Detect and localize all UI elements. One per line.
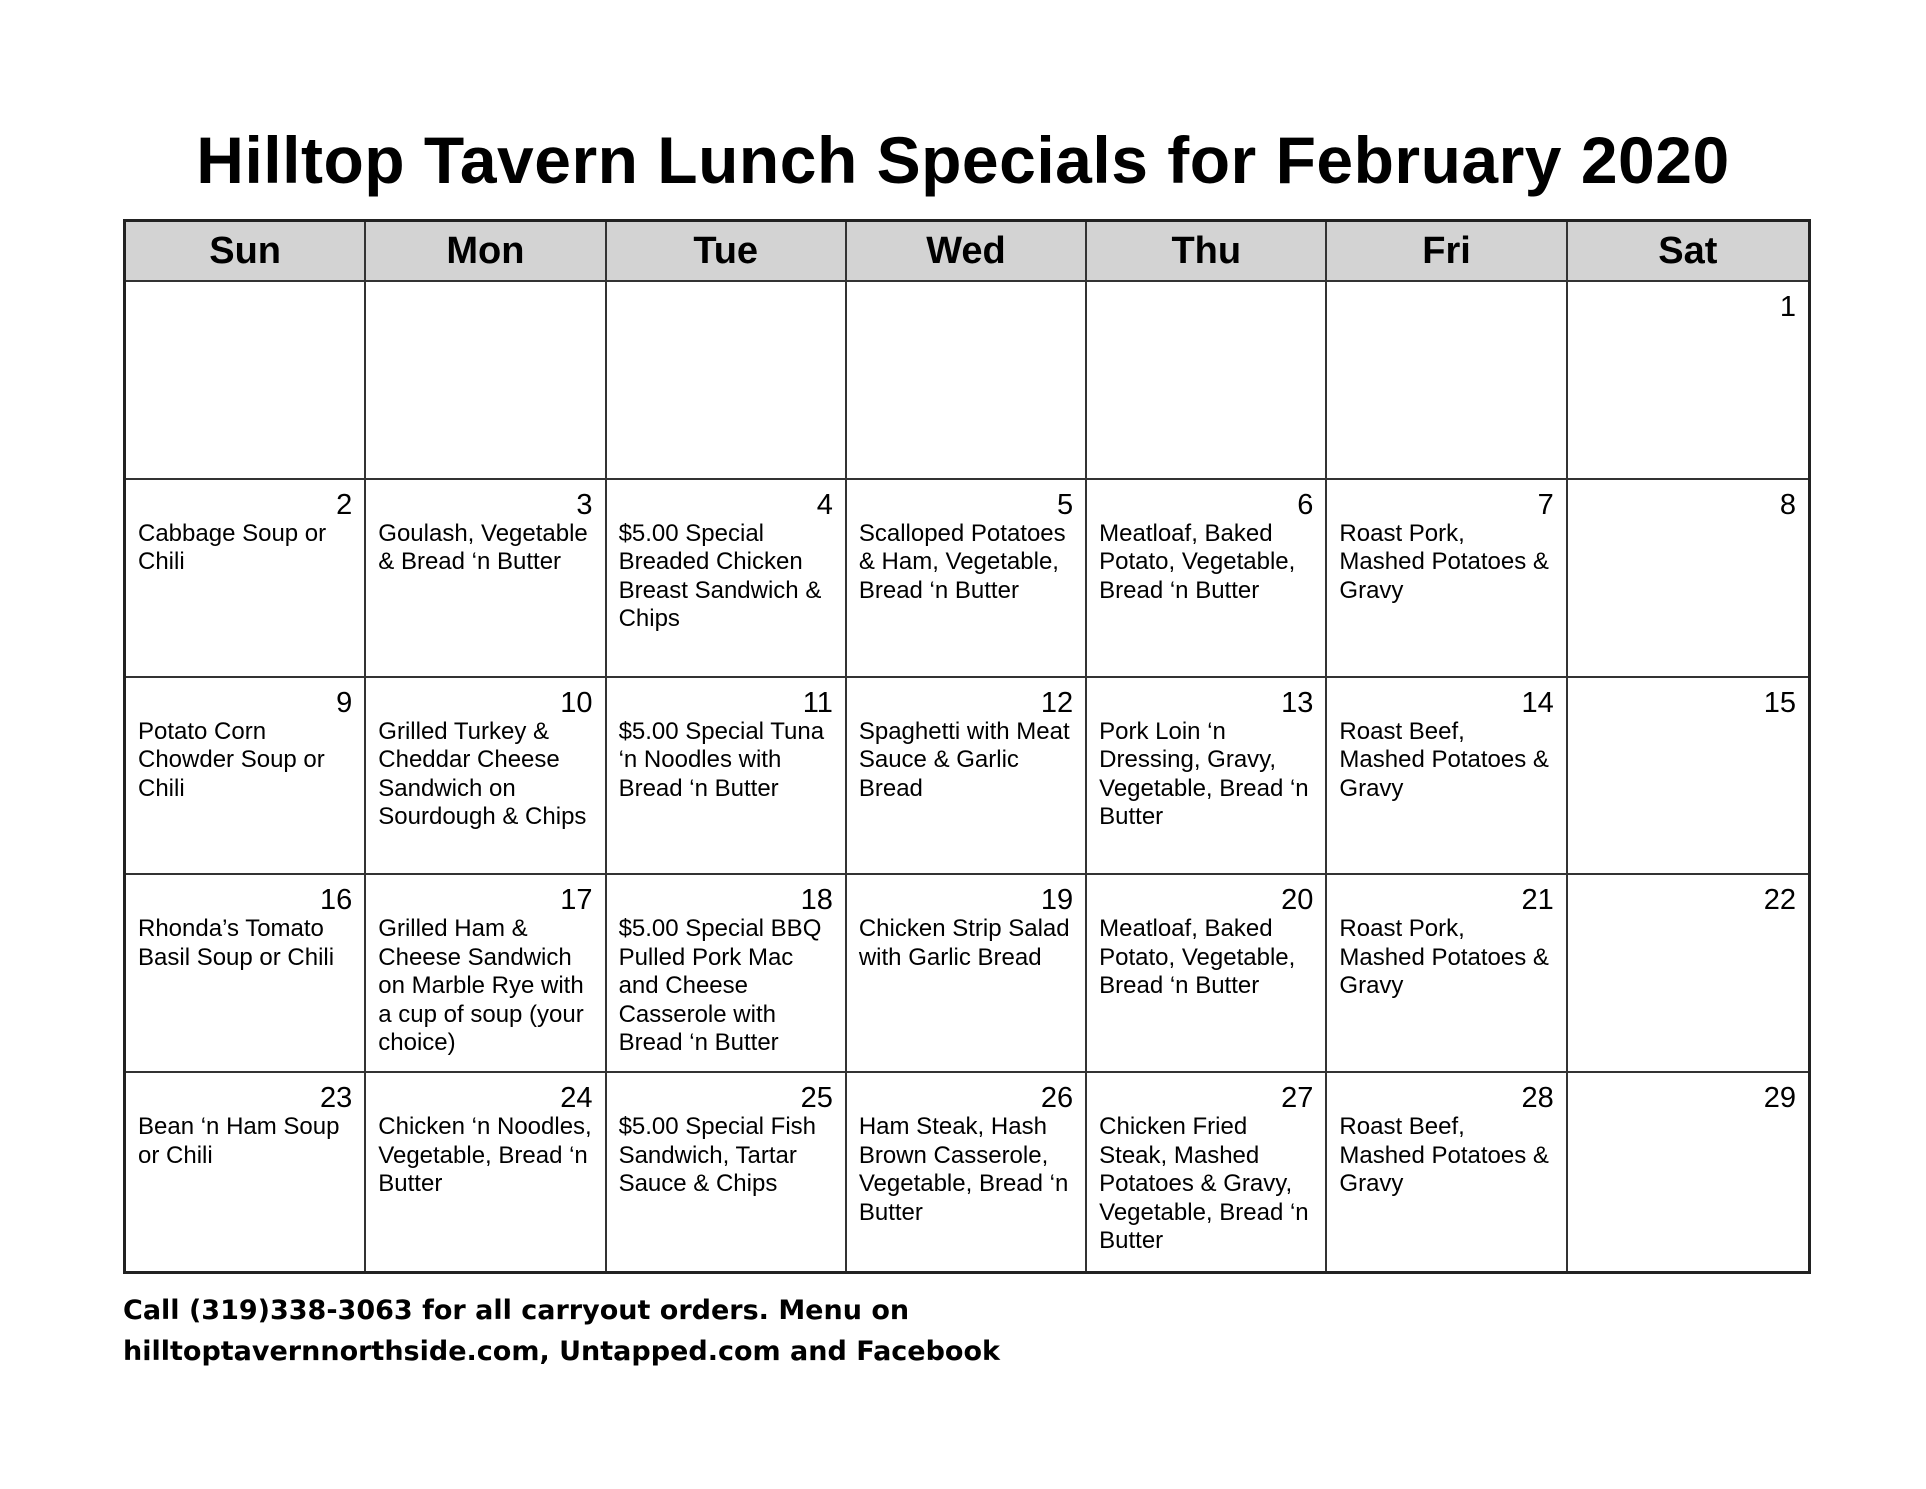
day-number: 7	[1537, 488, 1554, 521]
calendar-day-cell	[847, 1073, 1087, 1271]
lunch-special: $5.00 Special Fish Sandwich, Tartar Sauce & Chips	[618, 1113, 817, 1198]
calendar-day-cell	[1327, 875, 1567, 1073]
lunch-special: Potato Corn Chowder Soup or Chili	[138, 717, 325, 802]
day-number	[378, 292, 592, 322]
lunch-special: Chicken Strip Salad with Garlic Bread	[858, 915, 1070, 971]
day-number: 5	[1057, 488, 1074, 521]
footer-line-2: hilltoptavernnorthside.com, Untapped.com and Facebook	[123, 1336, 1000, 1367]
calendar-day-cell	[126, 678, 366, 876]
day-number: 24	[560, 1082, 593, 1115]
lunch-special: Goulash, Vegetable & Bread ‘n Butter	[378, 519, 588, 576]
lunch-special: Ham Steak, Hash Brown Casserole, Vegetable, Bread ‘n Butter	[858, 1113, 1069, 1226]
calendar-day-cell	[1087, 282, 1327, 480]
lunch-special: Grilled Ham & Cheese Sandwich on Marble Rye with a cup of soup (your choice)	[378, 915, 584, 1057]
footer-line-1: Call (319)338-3063 for all carryout orders. Menu on	[123, 1295, 910, 1326]
calendar-day-cell	[1568, 480, 1808, 678]
calendar-day-cell	[1087, 875, 1327, 1073]
calendar-day-cell	[1568, 282, 1808, 480]
day-number: 1	[1779, 291, 1796, 323]
calendar-day-cell	[1087, 678, 1327, 876]
calendar-day-cell	[607, 875, 847, 1073]
lunch-special: Grilled Turkey & Cheddar Cheese Sandwich on Sourdough & Chips	[378, 717, 587, 831]
day-number	[619, 292, 833, 322]
calendar-day-cell	[607, 282, 847, 480]
day-number: 2	[336, 488, 353, 521]
calendar-day-cell	[366, 480, 606, 678]
lunch-special: $5.00 Special Breaded Chicken Breast Sandwich & Chips	[618, 519, 822, 633]
lunch-special: Roast Pork, Mashed Potatoes & Gravy	[1339, 915, 1549, 1000]
day-number: 14	[1521, 686, 1554, 719]
day-number: 16	[320, 884, 353, 917]
calendar-day-cell	[366, 678, 606, 876]
day-number: 23	[320, 1082, 353, 1115]
calendar-day-cell	[1327, 678, 1567, 876]
day-number: 20	[1281, 884, 1314, 917]
calendar-day-cell	[366, 1073, 606, 1271]
day-number: 15	[1763, 686, 1796, 719]
calendar-grid	[123, 219, 1811, 1274]
day-number: 12	[1040, 686, 1074, 719]
day-number: 29	[1763, 1082, 1796, 1115]
day-number: 11	[802, 686, 833, 719]
lunch-special: Bean ‘n Ham Soup or Chili	[138, 1113, 340, 1169]
day-number: 19	[1040, 884, 1074, 917]
weekday-header-sun: Sun	[126, 222, 366, 282]
lunch-special: Roast Beef, Mashed Potatoes & Gravy	[1339, 717, 1549, 802]
calendar-day-cell	[126, 282, 366, 480]
calendar-day-cell	[847, 678, 1087, 876]
calendar-day-cell	[1327, 1073, 1567, 1271]
day-number	[138, 292, 352, 322]
calendar-day-cell	[607, 678, 847, 876]
day-number: 3	[576, 488, 593, 521]
lunch-special: Roast Beef, Mashed Potatoes & Gravy	[1339, 1113, 1549, 1198]
day-number: 18	[800, 884, 833, 917]
day-number: 21	[1521, 884, 1554, 917]
day-number: 17	[560, 884, 593, 917]
lunch-special: Chicken Fried Steak, Mashed Potatoes & Gravy, Vegetable, Bread ‘n Butter	[1099, 1113, 1309, 1255]
calendar-day-cell	[1568, 1073, 1808, 1271]
day-number: 9	[336, 686, 353, 719]
calendar-day-cell	[126, 1073, 366, 1271]
weekday-header-thu: Thu	[1087, 222, 1327, 282]
day-number	[1099, 292, 1313, 322]
calendar-day-cell	[126, 875, 366, 1073]
weekday-header-wed: Wed	[847, 222, 1087, 282]
lunch-special: Meatloaf, Baked Potato, Vegetable, Bread ‘n Butter	[1099, 519, 1296, 604]
lunch-special: $5.00 Special Tuna ‘n Noodles with Bread ‘n Butter	[618, 717, 825, 802]
calendar-day-cell	[1327, 480, 1567, 678]
day-number: 28	[1521, 1082, 1554, 1115]
lunch-special: Pork Loin ‘n Dressing, Gravy, Vegetable, Bread ‘n Butter	[1099, 717, 1309, 831]
day-number: 13	[1281, 686, 1314, 719]
calendar-day-cell	[847, 282, 1087, 480]
day-number: 8	[1779, 488, 1796, 521]
lunch-special: Cabbage Soup or Chili	[138, 519, 327, 576]
calendar-day-cell	[1327, 282, 1567, 480]
lunch-special: Rhonda’s Tomato Basil Soup or Chili	[138, 915, 335, 971]
lunch-special: Roast Pork, Mashed Potatoes & Gravy	[1339, 519, 1549, 604]
day-number	[859, 292, 1073, 322]
day-number: 27	[1281, 1082, 1314, 1115]
day-number: 26	[1040, 1082, 1074, 1115]
weekday-header-fri: Fri	[1327, 222, 1567, 282]
lunch-special: $5.00 Special BBQ Pulled Pork Mac and Cheese Casserole with Bread ‘n Butter	[618, 915, 822, 1057]
calendar-day-cell	[847, 875, 1087, 1073]
weekday-header-tue: Tue	[607, 222, 847, 282]
lunch-special: Spaghetti with Meat Sauce & Garlic Bread	[858, 717, 1070, 802]
calendar-day-cell	[607, 1073, 847, 1271]
calendar-day-cell	[1087, 1073, 1327, 1271]
day-number	[1339, 292, 1553, 322]
calendar-day-cell	[1568, 678, 1808, 876]
calendar-day-cell	[366, 282, 606, 480]
calendar-day-cell	[607, 480, 847, 678]
weekday-header-sat: Sat	[1568, 222, 1808, 282]
lunch-special: Chicken ‘n Noodles, Vegetable, Bread ‘n Butter	[378, 1113, 592, 1198]
lunch-special: Meatloaf, Baked Potato, Vegetable, Bread ‘n Butter	[1099, 915, 1296, 1000]
day-number: 4	[816, 488, 833, 521]
calendar-day-cell	[1568, 875, 1808, 1073]
day-number: 25	[800, 1082, 833, 1115]
calendar-day-cell	[126, 480, 366, 678]
footer-note	[123, 1290, 1323, 1372]
lunch-special: Scalloped Potatoes & Ham, Vegetable, Bread ‘n Butter	[858, 519, 1066, 604]
weekday-header-mon: Mon	[366, 222, 606, 282]
calendar-day-cell	[1087, 480, 1327, 678]
calendar-day-cell	[847, 480, 1087, 678]
day-number: 6	[1297, 488, 1314, 521]
page-title: Hilltop Tavern Lunch Specials for February 2020	[196, 123, 1730, 197]
calendar-day-cell	[366, 875, 606, 1073]
day-number: 10	[560, 686, 593, 719]
day-number: 22	[1763, 884, 1796, 917]
